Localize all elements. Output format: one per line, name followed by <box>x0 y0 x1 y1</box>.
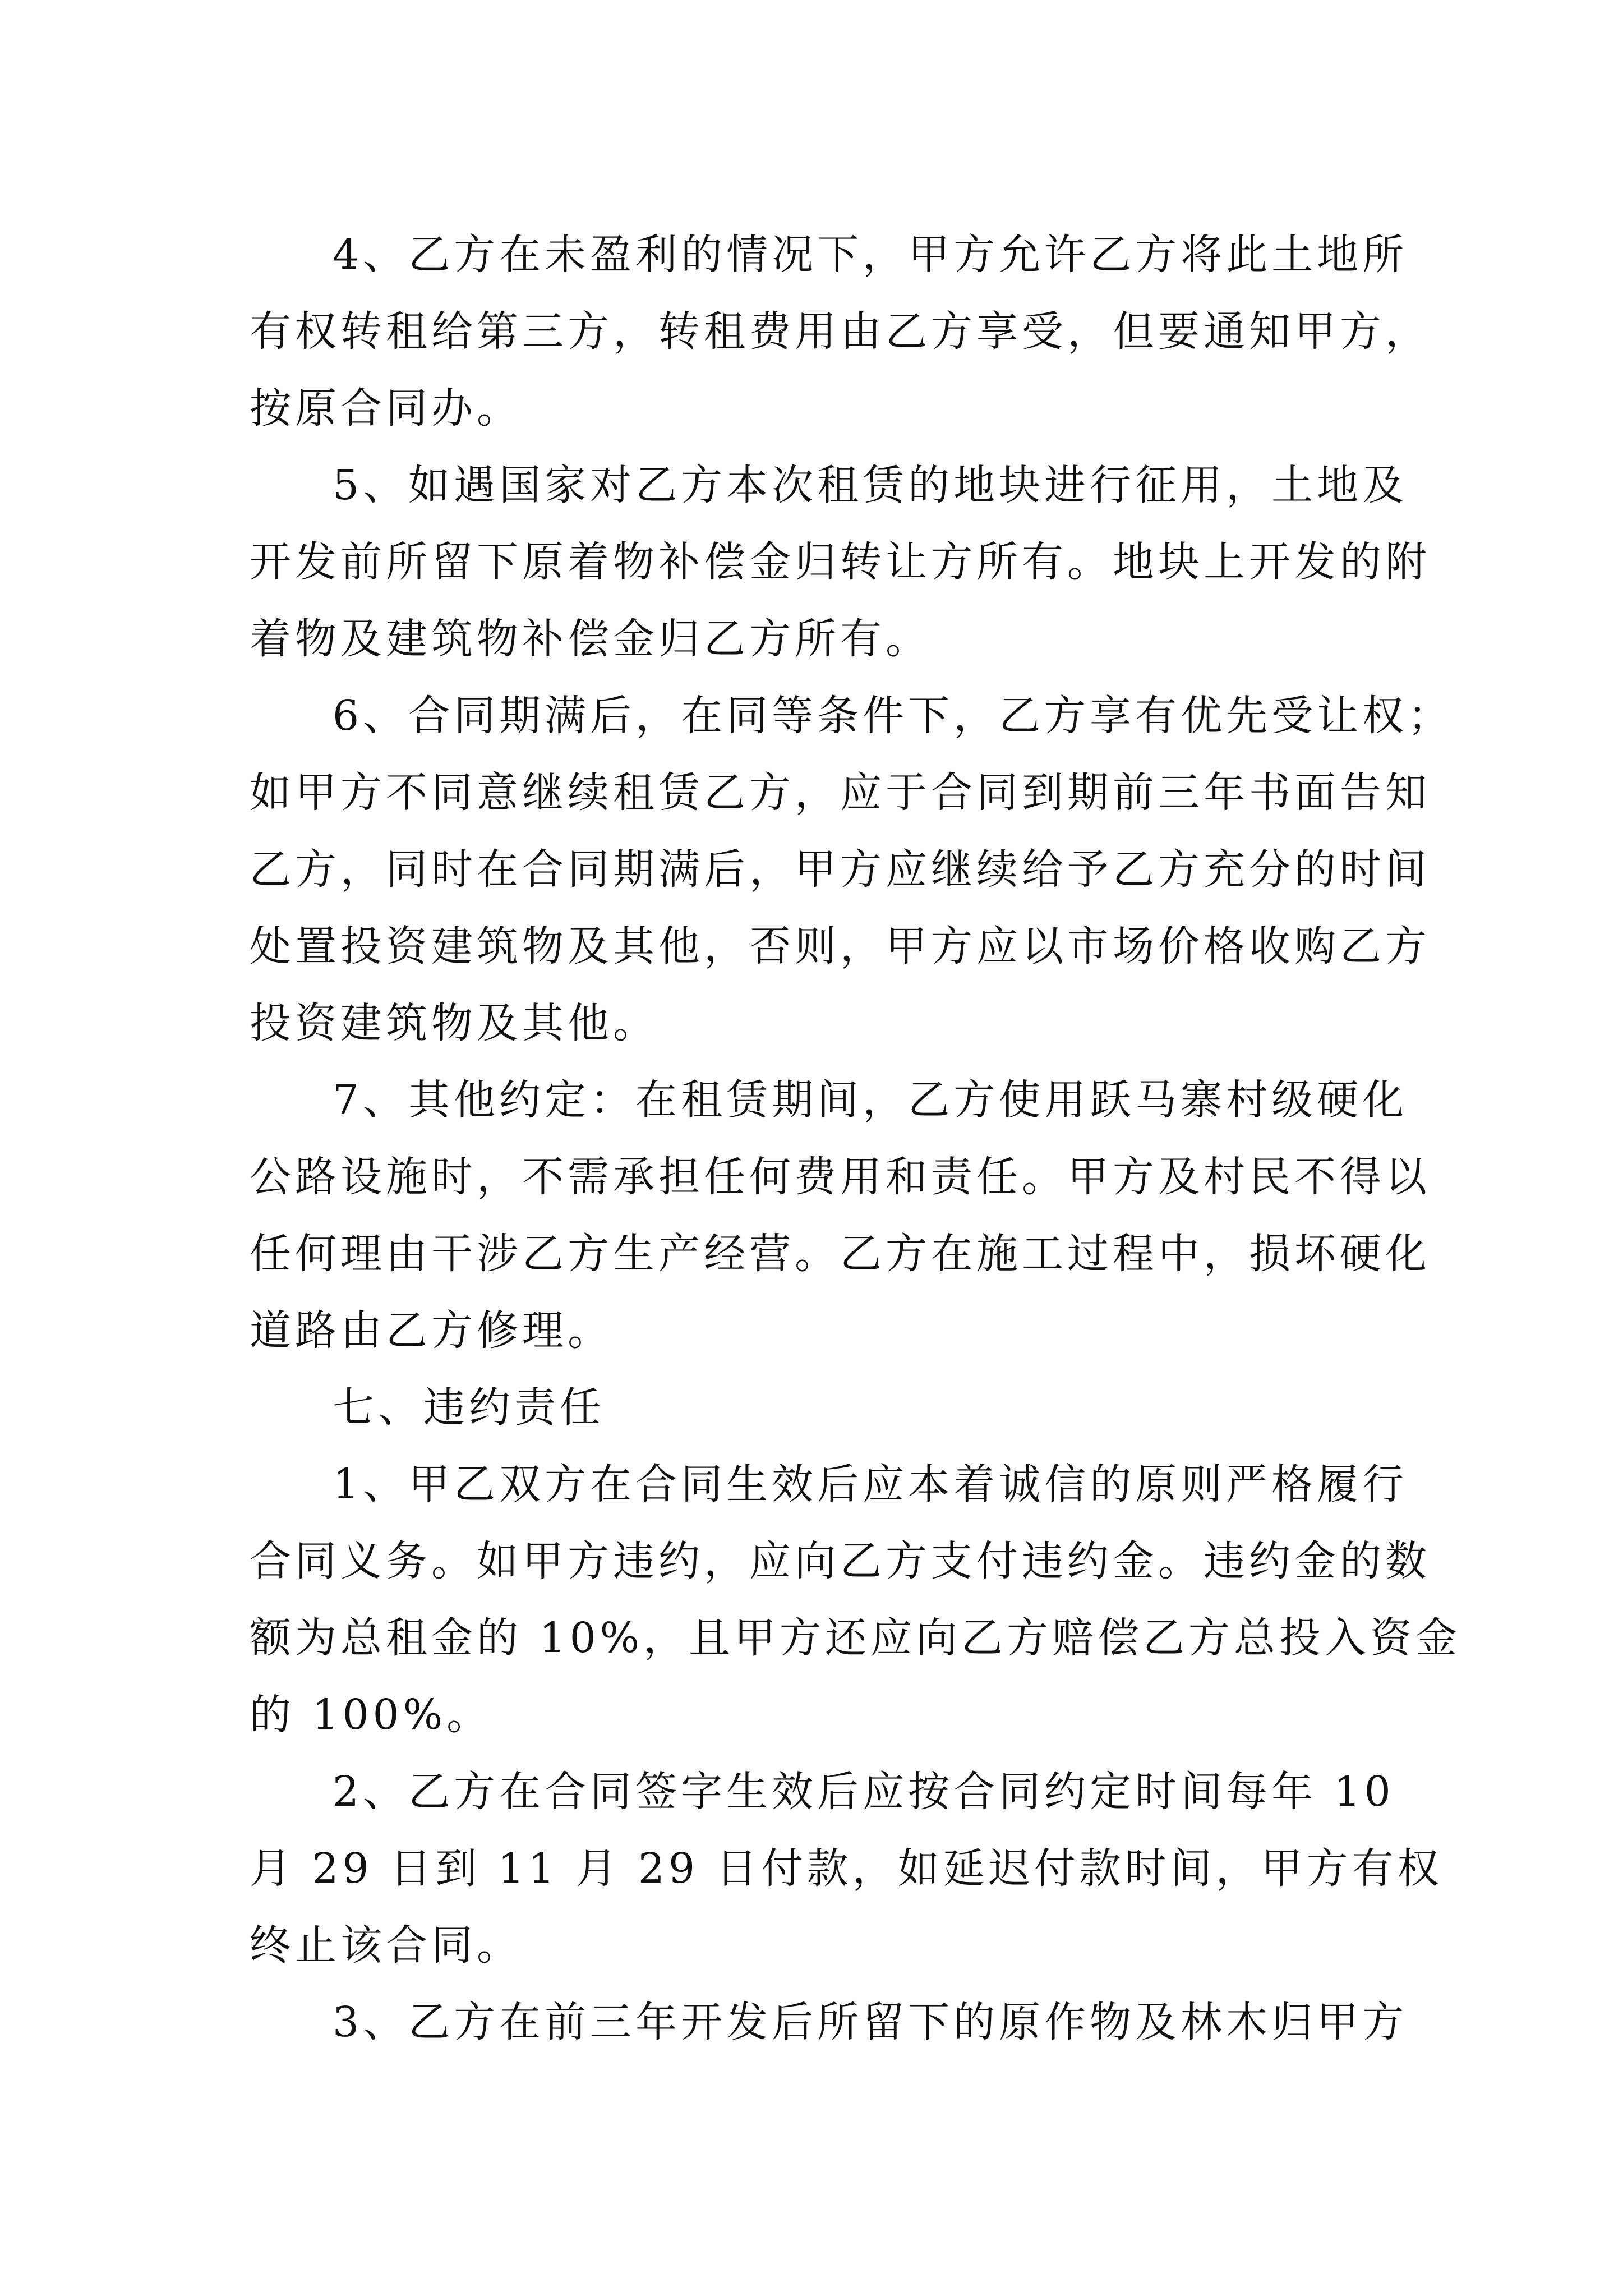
paragraph-line: 额为总租金的 10%，且甲方还应向乙方赔偿乙方总投入资金 <box>250 1614 1461 1662</box>
paragraph-line: 1、甲乙双方在合同生效后应本着诚信的原则严格履行 <box>333 1460 1408 1508</box>
paragraph-line: 的 100%。 <box>250 1691 492 1739</box>
paragraph-line: 任何理由干涉乙方生产经营。乙方在施工过程中，损坏硬化 <box>250 1230 1431 1278</box>
paragraph-line: 道路由乙方修理。 <box>250 1306 613 1355</box>
paragraph-line: 投资建筑物及其他。 <box>250 999 658 1047</box>
clause-7-1-paragraph <box>250 1446 1461 1754</box>
section-7-heading <box>250 1369 1388 1446</box>
paragraph-line: 乙方，同时在合同期满后，甲方应继续给予乙方充分的时间 <box>250 845 1431 894</box>
paragraph-line: 月 29 日到 11 月 29 日付款，如延迟付款时间，甲方有权 <box>250 1844 1443 1893</box>
paragraph-line: 2、乙方在合同签字生效后应按合同约定时间每年 10 <box>333 1768 1395 1816</box>
paragraph-line: 有权转租给第三方，转租费用由乙方享受，但要通知甲方， <box>250 307 1431 356</box>
paragraph-line: 着物及建筑物补偿金归乙方所有。 <box>250 615 931 663</box>
paragraph-line: 按原合同办。 <box>250 384 522 432</box>
paragraph-line: 4、乙方在未盈利的情况下，甲方允许乙方将此土地所 <box>333 231 1408 279</box>
paragraph-line: 处置投资建筑物及其他，否则，甲方应以市场价格收购乙方 <box>250 922 1431 970</box>
clause-7-3-paragraph <box>250 1984 1408 2061</box>
document-body <box>250 217 1461 2061</box>
clause-6-7-paragraph <box>250 1062 1431 1369</box>
paragraph-line: 3、乙方在前三年开发后所留下的原作物及林木归甲方 <box>333 1998 1408 2046</box>
clause-6-4-paragraph <box>250 217 1431 447</box>
paragraph-line: 开发前所留下原着物补偿金归转让方所有。地块上开发的附 <box>250 538 1431 586</box>
paragraph-line: 5、如遇国家对乙方本次租赁的地块进行征用，土地及 <box>333 461 1408 509</box>
clause-7-2-paragraph <box>250 1754 1443 1984</box>
section-heading: 七、违约责任 <box>333 1383 605 1432</box>
clause-6-6-paragraph <box>250 678 1454 1062</box>
paragraph-line: 终止该合同。 <box>250 1921 522 1970</box>
paragraph-line: 如甲方不同意继续租赁乙方，应于合同到期前三年书面告知 <box>250 769 1431 817</box>
paragraph-line: 7、其他约定：在租赁期间，乙方使用跃马寨村级硬化 <box>333 1076 1408 1124</box>
paragraph-line: 公路设施时，不需承担任何费用和责任。甲方及村民不得以 <box>250 1153 1431 1201</box>
clause-6-5-paragraph <box>250 447 1431 678</box>
paragraph-line: 6、合同期满后，在同等条件下，乙方享有优先受让权； <box>333 692 1454 740</box>
paragraph-line: 合同义务。如甲方违约，应向乙方支付违约金。违约金的数 <box>250 1537 1431 1585</box>
